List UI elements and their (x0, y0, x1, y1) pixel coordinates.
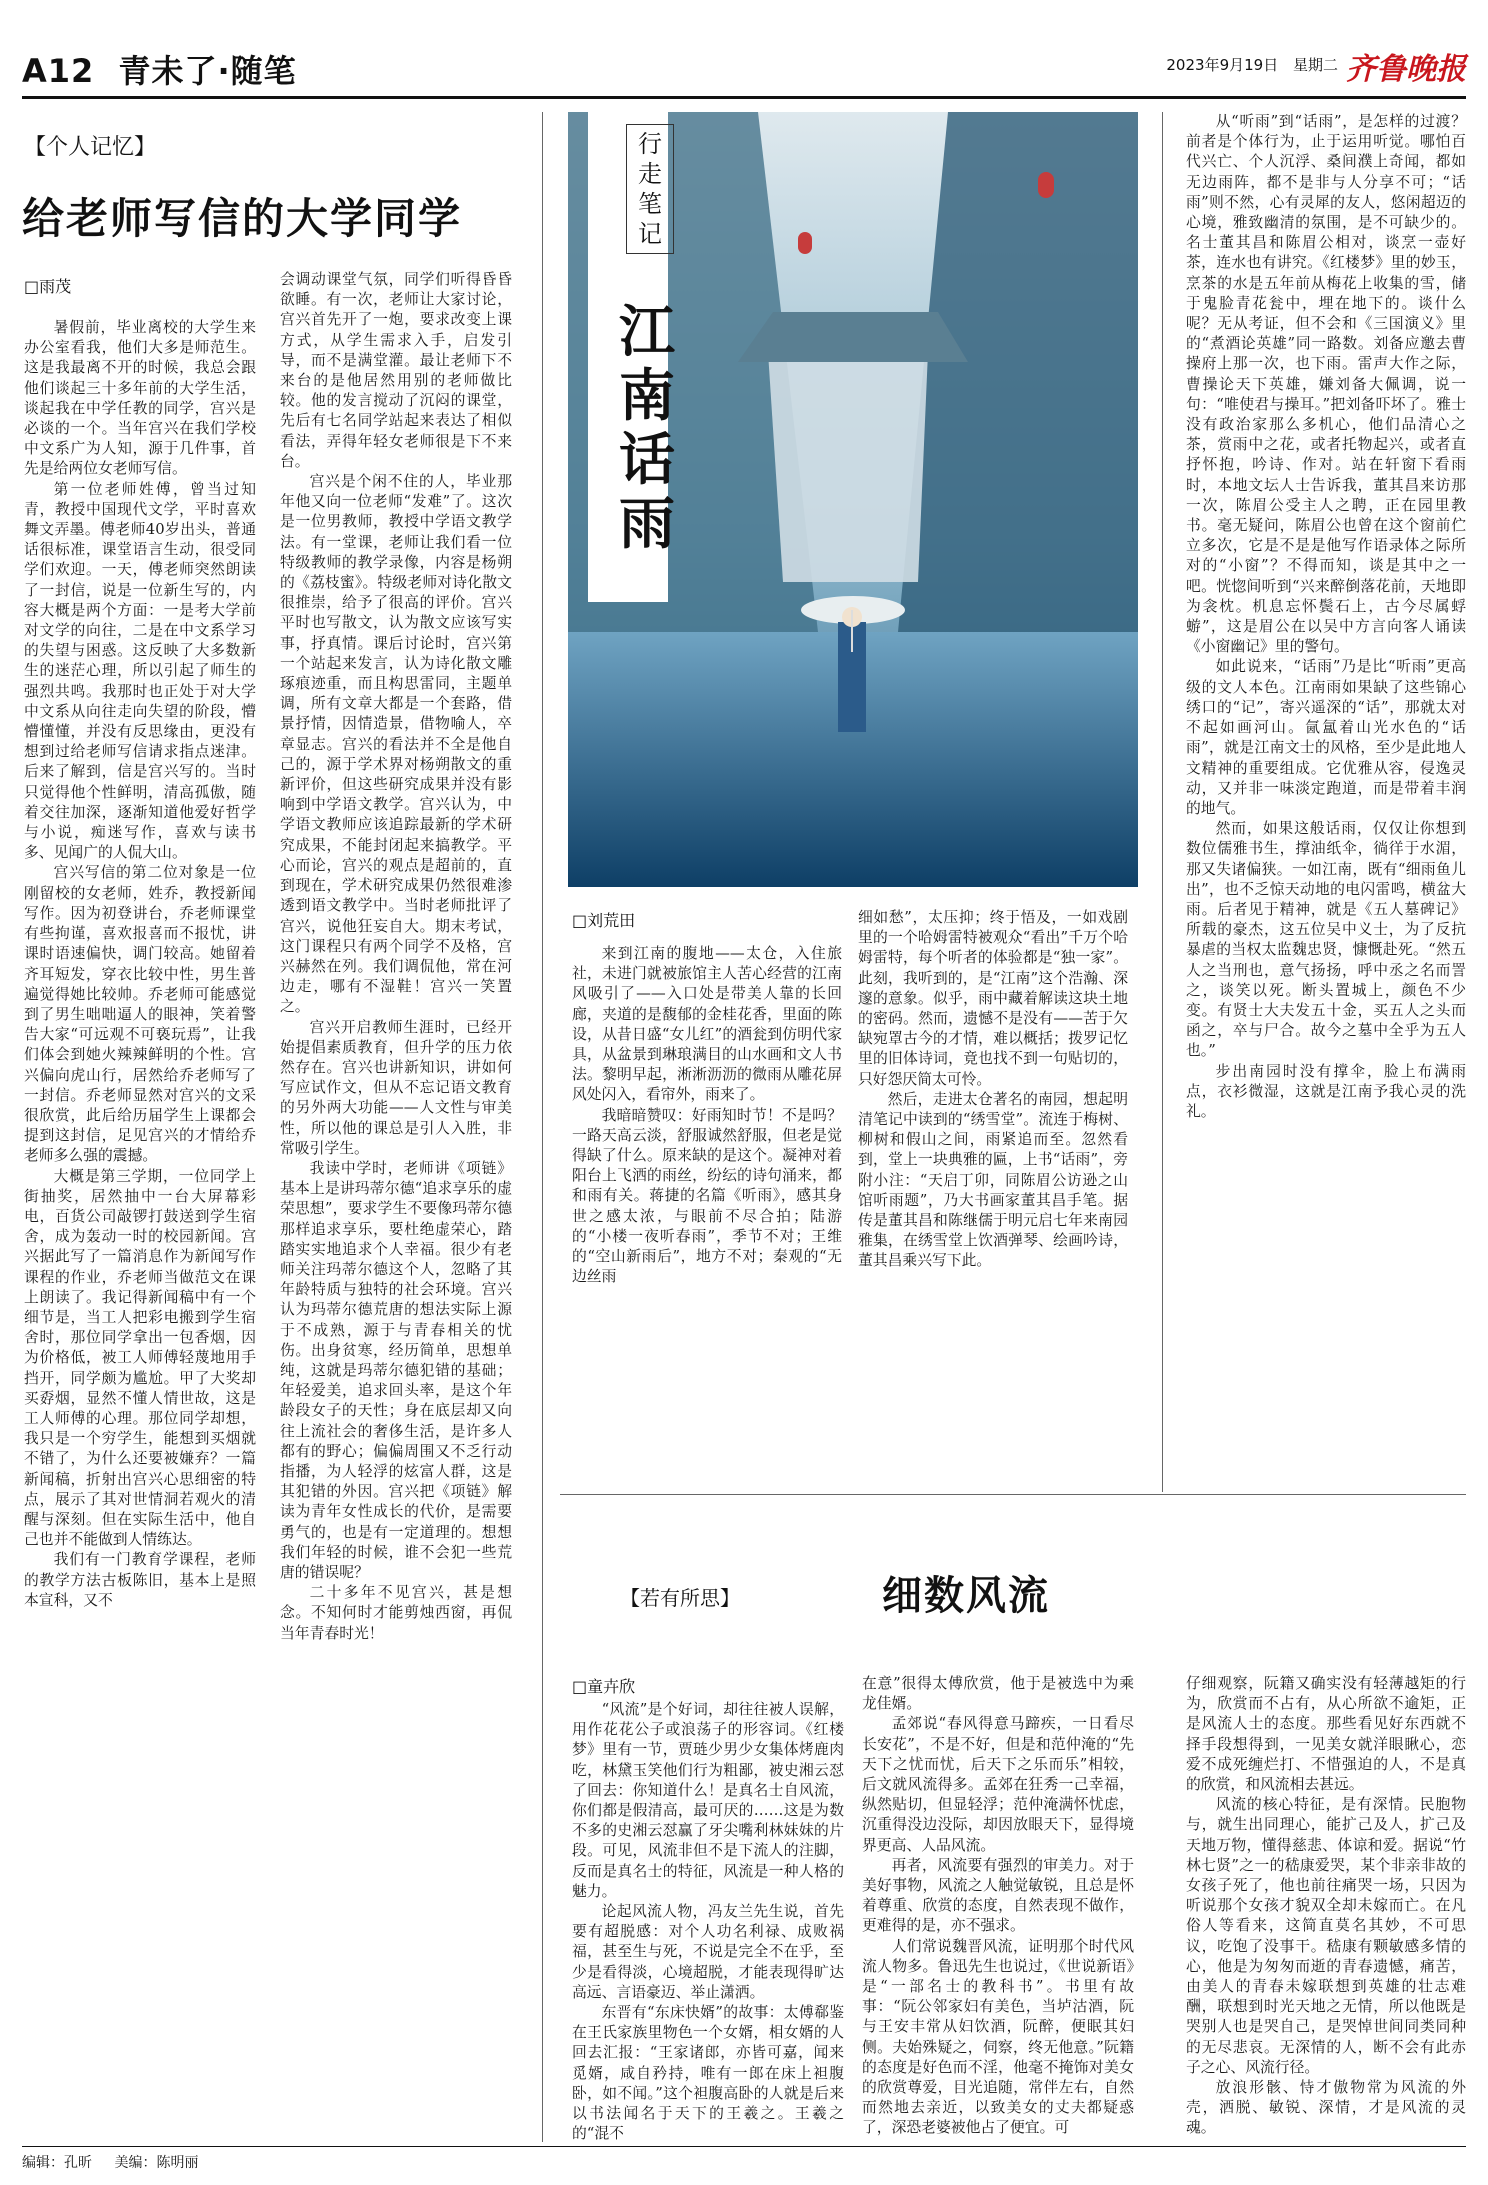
article2-title: 江南话雨 (619, 299, 675, 557)
section-header (22, 46, 297, 92)
paragraph: “风流”是个好词，却往往被人误解，用作花花公子或浪荡子的形容词。《红楼梦》里有一节，贾琏少男少女集体烤鹿肉吃，林黛玉笑他们行为粗鄙，被史湘云怼了回去：你知道什么！是真名士自风流，你们都是假清高，最可厌的……这是为数不多的史湘云怼赢了牙尖嘴利林妹妹的片段。可见，风流非但不是下流人的注脚，反而是真名士的特征，风流是一种人格的魅力。 (572, 1701, 844, 1900)
article1-byline: □雨茂 (24, 277, 72, 296)
article2-kicker: 行走笔记 (626, 124, 674, 254)
column-divider (542, 112, 543, 2142)
paragraph: 来到江南的腹地——太仓，入住旅社，未进门就被旅馆主人苦心经营的江南风吸引了——入口处是带美人靠的长回廊，夹道的是馥郁的金桂花香，里面的陈设，从昔日盛“女儿红”的酒瓮到仿明代家具，从盆景到琳琅满目的山水画和文人书法。黎明早起，淅淅沥沥的微雨从雕花屏风处闪入，看帘外，雨来了。 (572, 945, 842, 1104)
article3-byline: □童卉欣 (572, 1677, 636, 1696)
date-text: 2023年9月19日 (1166, 56, 1279, 74)
paragraph: 如此说来，“话雨”乃是比“听雨”更高级的文人本色。江南雨如果缺了这些锦心绣口的“记”，寄兴遥深的“话”，那就太对不起如画河山。氤氲着山光水色的“话雨”，就是江南文士的风格，至少是此地人文精神的重要组成。它优雅从容，侵逸灵动，又并非一味淡定跑道，而是带着丰润的地气。 (1186, 658, 1466, 817)
column-divider (1162, 112, 1163, 1492)
paragraph: 从“听雨”到“话雨”，是怎样的过渡？前者是个体行为，止于运用听觉。哪怕百代兴亡、个人沉浮、桑间濮上奇闻，都如无边雨阵，都不是非与人分享不可；“话雨”则不然，心有灵犀的友人，悠闲超迈的心境，雅致幽清的氛围，是不可缺少的。名士董其昌和陈眉公相对，谈烹一壶好茶，连水也有讲究。《红楼梦》里的妙玉，烹茶的水是五年前从梅花上收集的雪，储于鬼脸青花瓮中，埋在地下的。谈什么呢？无从考证，但不会和《三国演义》里的“煮酒论英雄”同一路数。刘备应邀去曹操府上那一次，也下雨。雷声大作之际，曹操论天下英雄，嫌刘备大佩调，说一句：“唯使君与操耳。”把刘备吓坏了。雅士没有政治家那么多机心，他们品清心之茶，赏雨中之花，或者托物起兴，或者直抒怀抱，吟诗、作对。站在轩窗下看雨时，本地文坛人士告诉我，董其昌来访那一次，陈眉公受主人之聘，正在园里教书。毫无疑问，陈眉公也曾在这个窗前伫立多次，它是不是是他写作语录体之际所对的“小窗”？不得而知，谈是其中之一吧。恍惚间听到“兴来醉倒落花前，天地即为衾枕。机息忘怀鬓石上，古今尽属蜉蝣”，这是眉公在以吴中方言向客人诵读《小窗幽记》里的警句。 (1186, 113, 1466, 656)
paragraph: 再者，风流要有强烈的审美力。对于美好事物，风流之人触觉敏锐，且总是怀着尊重、欣赏的态度，自然表现不做作，更难得的是，亦不强求。 (862, 1856, 1134, 1935)
header-rule (22, 96, 1466, 99)
paragraph: 我暗暗赞叹：好雨知时节！不是吗？一路天高云淡，舒服诚然舒服，但老是觉得缺了什么。原来缺的是这个。凝神对着阳台上飞洒的雨丝，纷纭的诗句涌来，都和雨有关。蒋捷的名篇《听雨》，感其身世之感太浓，与眼前不尽合拍；陆游的“小楼一夜听春雨”，季节不对；王维的“空山新雨后”，地方不对；秦观的“无边丝雨 (572, 1106, 842, 1286)
paragraph: 然而，如果这般话雨，仅仅让你想到数位儒雅书生，撑油纸伞，徜徉于水湄，那又失诸偏狭。一如江南，既有“细雨鱼儿出”，也不乏惊天动地的电闪雷鸣，横盆大雨。后者见于精神，就是《五人墓碑记》所载的豪杰，这五位吴中义士，为了反抗暴虐的当权太监魏忠贤，慷慨赴死。“然五人之当刑也，意气扬扬，呼中丞之名而詈之，谈笑以死。断头置城上，颜色不少变。有贤士大夫发五十金，买五人之头而函之，卒与尸合。故今之墓中全乎为五人也。” (1186, 820, 1466, 1060)
article2-byline: □刘荒田 (572, 911, 636, 930)
paragraph: 孟郊说“春风得意马蹄疾，一日看尽长安花”，不是不好，但是和范仲淹的“先天下之忧而忧，后天下之乐而乐”相较，后文就风流得多。孟郊在狂秀一己幸福，纵然贴切，但显轻浮；范仲淹满怀忧虑，沉重得没边没际，却因放眼天下，显得境界更高、人品风流。 (862, 1715, 1134, 1854)
article1-column-2 (280, 270, 512, 2142)
paragraph: 步出南园时没有撑伞，脸上布满雨点，衣衫微湿，这就是江南予我心灵的洗礼。 (1186, 1062, 1466, 1120)
paragraph: 人们常说魏晋风流，证明那个时代风流人物多。鲁迅先生也说过，《世说新语》是“一部名士的教科书”。书里有故事：“阮公邻家妇有美色，当垆沽酒，阮与王安丰常从妇饮酒，阮醉，便眠其妇侧。夫始殊疑之，伺察，终无他意。”阮籍的态度是好色而不淫，他毫不掩饰对美女的欣赏尊爱，目光追随，常伴左右，自然而然地去亲近，以致美女的丈夫都疑惑了，深恐老婆被他占了便宜。可 (862, 1937, 1134, 2137)
article3-kicker: 【若有所思】 (620, 1586, 740, 1610)
paragraph: 放浪形骸、恃才傲物常为风流的外壳，洒脱、敏锐、深情，才是风流的灵魂。 (1186, 2079, 1466, 2137)
article3-column-1 (572, 1700, 844, 2142)
article2-column-1 (572, 944, 842, 1484)
article1-column-1 (24, 318, 256, 2142)
paragraph: 我们有一门教育学课程，老师的教学方法古板陈旧，基本上是照本宣科，又不 (24, 1551, 256, 1609)
designer-credit: 美编：陈明丽 (114, 2155, 199, 2171)
article3-title: 细数风流 (882, 1572, 1050, 1619)
article3-column-2 (862, 1674, 1134, 2142)
weekday-text: 星期二 (1292, 56, 1338, 74)
paragraph: 仔细观察，阮籍又确实没有轻薄越矩的行为，欣赏而不占有，从心所欲不逾矩，正是风流人士的态度。那些看见好东西就不择手段想得到，一见美女就洋眼瞅心，恋爱不成死缠烂打、不惜强迫的人，不是真的欣赏，和风流相去甚远。 (1186, 1675, 1466, 1794)
paragraph: 然后，走进太仓著名的南园，想起明清笔记中读到的“绣雪堂”。流连于梅树、柳树和假山之间，雨紧追而至。忽然看到，堂上一块典雅的匾，上书“话雨”，旁附小注：“天启丁卯，同陈眉公访逊之山馆听雨题”，乃大书画家董其昌手笔。据传是董其昌和陈继儒于明元启七年来南园雅集，在绣雪堂上饮酒弹琴、绘画吟诗，董其昌乘兴写下此。 (858, 1090, 1128, 1270)
editor-credit: 编辑：孔昕 (22, 2155, 92, 2171)
page-number: A12 (22, 52, 95, 90)
paragraph: 会调动课堂气氛，同学们听得昏昏欲睡。有一次，老师让大家讨论，宫兴首先开了一炮，要求改变上课方式，从学生需求入手，启发引导，而不是满堂灌。最让老师下不来台的是他居然用别的老师做比较。他的发言搅动了沉闷的课堂，先后有七名同学站起来表达了相似看法，弄得年轻女老师很是下不来台。 (280, 271, 512, 470)
paragraph: 宫兴是个闲不住的人，毕业那年他又向一位老师“发难”了。这次是一位男教师，教授中学语文教学法。有一堂课，老师让我们看一位特级教师的教学录像，内容是杨朔的《荔枝蜜》。特级老师对诗化散文很推崇，给予了很高的评价。宫兴平时也写散文，认为散文应该写实事，抒真情。课后讨论时，宫兴第一个站起来发言，认为诗化散文雕琢痕迹重，而且构思雷同，主题单调，所有文章大都是一个套路，借景抒情，因情造景，借物喻人，卒章显志。宫兴的看法并不全是他自己的，源于学术界对杨朔散文的重新评价，但这些研究成果并没有影响到中学语文教学。宫兴认为，中学语文教师应该追踪最新的学术研究成果，不能封闭起来搞教学。平心而论，宫兴的观点是超前的，直到现在，学术研究成果仍然很难渗透到语文教学中。当时老师批评了宫兴，说他狂妄自大。期末考试，这门课程只有两个同学不及格，宫兴赫然在列。我们调侃他，常在河边走，哪有不湿鞋！宫兴一笑置之。 (280, 473, 512, 1016)
footer-credits (22, 2152, 198, 2172)
article1-kicker: 【个人记忆】 (24, 135, 157, 160)
section-name: 青未了·随笔 (118, 52, 297, 90)
article3-column-3 (1186, 1674, 1466, 2142)
article2-column-2 (858, 908, 1128, 1484)
paragraph: 细如愁”，太压抑；终于悟及，一如戏剧里的一个哈姆雷特被观众“看出”千万个哈姆雷特，每个听者的体验都是“独一家”。此刻，我听到的，是“江南”这个浩瀚、深邃的意象。似乎，雨中藏着解读这块土地的密码。然而，遗憾不是没有——苦于欠缺宛罩古今的才情，难以概括；拨罗记忆里的旧体诗词，竟也找不到一句贴切的，只好怨厌简太可怜。 (858, 909, 1128, 1088)
article1-title: 给老师写信的大学同学 (22, 194, 463, 243)
issue-date (1166, 54, 1338, 75)
paragraph: 暑假前，毕业离校的大学生来办公室看我，他们大多是师范生。这是我最离不开的时候，我总会跟他们谈起三十多年前的大学生活，谈起我在中学任教的同学，宫兴是必谈的一个。当年宫兴在我们学校中文系广为人知，源于几件事，首先是给两位女老师写信。 (24, 319, 256, 478)
paragraph: 二十多年不见宫兴，甚是想念。不知何时才能剪烛西窗，再侃当年青春时光！ (280, 1584, 512, 1642)
paragraph: 我读中学时，老师讲《项链》基本上是讲玛蒂尔德“追求享乐的虚荣思想”，要求学生不要像玛蒂尔德那样追求享乐，要杜绝虚荣心，踏踏实实地追求个人幸福。很少有老师关注玛蒂尔德这个人，忽略了其年龄特质与独特的社会环境。宫兴认为玛蒂尔德荒唐的想法实际上源于不成熟，源于与青春相关的忧伤。出身贫寒，经历简单，思想单纯，这就是玛蒂尔德犯错的基础；年轻爱美，追求回头率，是这个年龄段女子的天性；身在底层却又向往上流社会的奢侈生活，是许多人都有的野心；偏偏周围又不乏行动指播，为人轻浮的炫富人群，这是其犯错的外因。宫兴把《项链》解读为青年女性成长的代价，是需要勇气的，也是有一定道理的。想想我们年轻的时候，谁不会犯一些荒唐的错误呢？ (280, 1159, 512, 1581)
paragraph: 论起风流人物，冯友兰先生说，首先要有超脱感：对个人功名利禄、成败祸福，甚至生与死，不说是完全不在乎，至少是看得淡，心境超脱，才能表现得旷达高远、言语豪迈、举止潇洒。 (572, 1903, 844, 2001)
footer-rule (22, 2146, 1466, 2147)
paragraph: 宫兴开启教师生涯时，已经开始提倡素质教育，但升学的压力依然存在。宫兴也讲新知识，讲如何写应试作文，但从不忘记语文教育的另外两大功能——人文性与审美性，所以他的课总是引人入胜，非常吸引学生。 (280, 1018, 512, 1157)
paragraph: 东晋有“东床快婿”的故事：太傅郗鉴在王氏家族里物色一个女婿，相女婿的人回去汇报：“王家诸郎，亦皆可嘉，闻来觅婿，咸自矜持，唯有一郎在床上袒腹卧，如不闻。”这个袒腹高卧的人就是后来以书法闻名于天下的王羲之。王羲之的“混不 (572, 2004, 844, 2142)
article2-column-3 (1186, 112, 1466, 1484)
paragraph: 宫兴写信的第二位对象是一位刚留校的女老师，姓乔，教授新闻写作。因为初登讲台，乔老师课堂有些拘谨，喜欢报喜而不报忧，讲课时语速偏快，调门较高。她留着齐耳短发，穿衣比较中性，男生普遍觉得她比较帅。乔老师可能感觉到了男生咄咄逼人的眼神，笑着警告大家“可远观不可亵玩焉”，让我们体会到她火辣辣鲜明的个性。宫兴偏向虎山行，居然给乔老师写了一封信。乔老师显然对宫兴的文采很欣赏，此后给历届学生上课都会提到这封信，足见宫兴的才情给乔老师多么强的震撼。 (24, 864, 256, 1165)
paragraph: 大概是第三学期，一位同学上街抽奖，居然抽中一台大屏幕彩电，百货公司敲锣打鼓送到学生宿舍，成为轰动一时的校园新闻。宫兴据此写了一篇消息作为新闻写作课程的作业，乔老师当做范文在课上朗读了。我记得新闻稿中有一个细节是，当工人把彩电搬到学生宿舍时，那位同学拿出一包香烟，因为价格低，被工人师傅轻蔑地用手挡开，同学颇为尴尬。甲了大奖却买孬烟，显然不懂人情世故，这是工人师傅的心理。那位同学却想，我只是一个穷学生，能想到买烟就不错了，为什么还要被嫌弃？一篇新闻稿，折射出宫兴心思细密的特点，展示了其对世情洞若观火的清醒与深刻。但在实际生活中，他自己也并不能做到人情练达。 (24, 1167, 256, 1549)
paragraph: 第一位老师姓傅，曾当过知青，教授中国现代文学，平时喜欢舞文弄墨。傅老师40岁出头，普通话很标准，课堂语言生动，很受同学们欢迎。一天，傅老师突然朗读了一封信，说是一位新生写的，内容大概是两个方面：一是考大学前对文学的向往，二是在中文系学习的失望与困惑。这反映了大多数新生的迷茫心理，所以引起了师生的强烈共鸣。我那时也正处于对大学中文系从向往走向失望的阶段，懵懵懂懂，并没有反思缘由，更没有想到过给老师写信请求指点迷津。后来了解到，信是宫兴写的。当时只觉得他个性鲜明，清高孤傲，随着交往加深，逐渐知道他爱好哲学与小说，痴迷写作，喜欢与读书多、见闻广的人侃大山。 (24, 480, 256, 862)
paragraph: 在意”很得太傅欣赏，他于是被选中为乘龙佳婿。 (862, 1675, 1134, 1713)
paragraph: 风流的核心特征，是有深情。民胞物与，就生出同理心，能扩己及人，扩己及天地万物，懂得慈悲、体谅和爱。据说“竹林七贤”之一的嵇康爱哭，某个非亲非故的女孩子死了，他也前往痛哭一场，只因为听说那个女孩才貌双全却未嫁而亡。在凡俗人等看来，这简直莫名其妙，不可思议，吃饱了没事干。嵇康有颗敏感多情的心，他是为匆匆而逝的青春遗憾，痛苦，由美人的青春未嫁联想到英雄的壮志难酬，联想到时光天地之无情，所以他既是哭别人也是哭自己，是哭悼世间同类同种的无尽悲哀。无深情的人，断不会有此赤子之心、风流行径。 (1186, 1796, 1466, 2076)
section-divider (560, 1494, 1466, 1495)
newspaper-logo: 齐鲁晚报 (1346, 52, 1466, 87)
